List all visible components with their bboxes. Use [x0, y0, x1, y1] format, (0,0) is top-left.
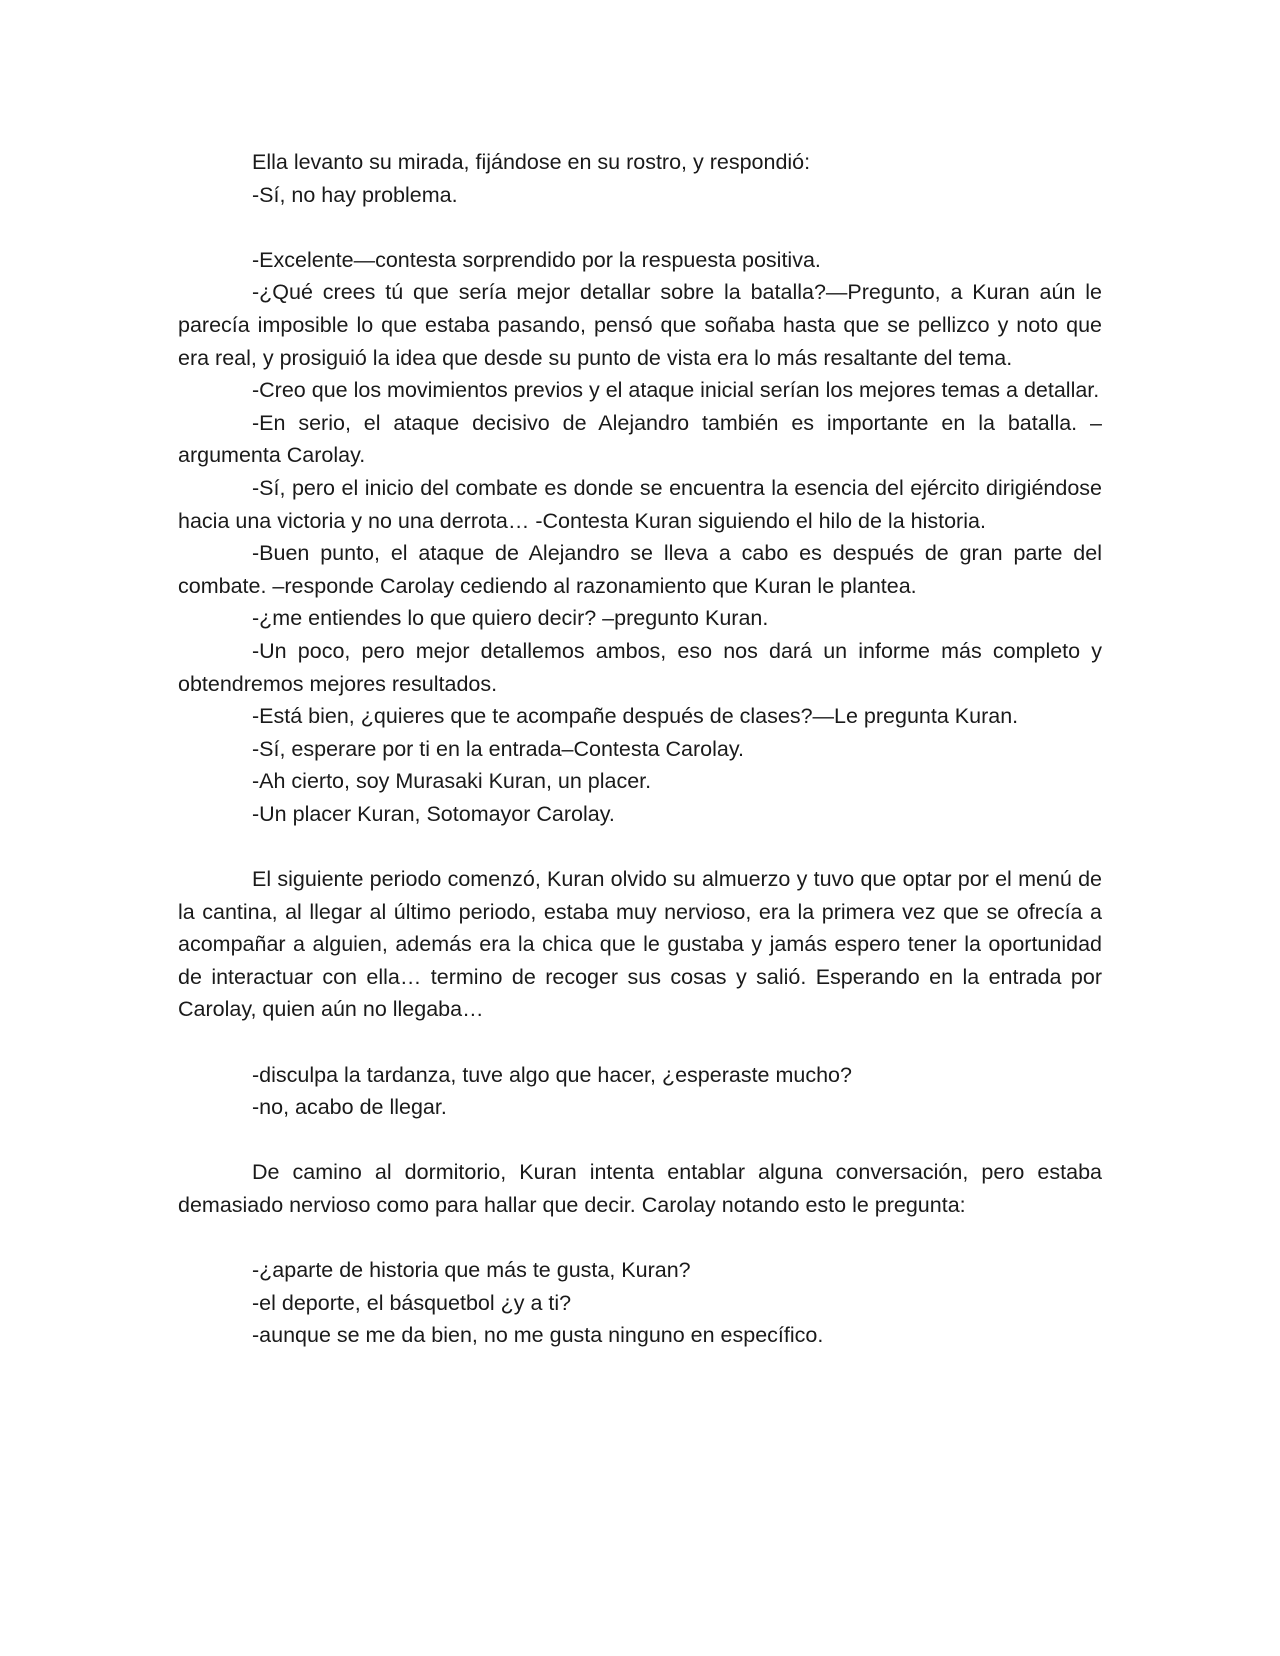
paragraph: -Sí, no hay problema.: [252, 182, 458, 207]
paragraph: -En serio, el ataque decisivo de Alejandro también es importante en la batalla. –argumenta Carolay.: [178, 410, 1102, 468]
paragraph: -¿aparte de historia que más te gusta, Kuran?: [252, 1258, 691, 1283]
blank-line: [178, 1222, 1102, 1255]
paragraph: De camino al dormitorio, Kuran intenta entablar alguna conversación, pero estaba demasiado nervioso como para hallar que decir. Carolay notando esto le pregunta:: [178, 1160, 1102, 1217]
paragraph: El siguiente periodo comenzó, Kuran olvido su almuerzo y tuvo que optar por el menú de la cantina, al llegar al último periodo, estaba muy nervioso, era la primera vez que se ofrecía a acompañar a alguien, además era la chica que le gustaba y jamás espero tener la oportunidad de interactuar con ella… termino de recoger sus cosas y salió. Esperando en la entrada por Carolay, quien aún no llegaba…: [178, 867, 1102, 1022]
paragraph: -Ah cierto, soy Murasaki Kuran, un placer.: [252, 769, 652, 794]
paragraph: -Un placer Kuran, Sotomayor Carolay.: [252, 801, 615, 826]
paragraph: -Sí, esperare por ti en la entrada–Contesta Carolay.: [252, 736, 744, 761]
paragraph: -Un poco, pero mejor detallemos ambos, eso nos dará un informe más completo y obtendremos mejores resultados.: [178, 638, 1102, 696]
paragraph: -¿Qué crees tú que sería mejor detallar sobre la batalla?—Pregunto, a Kuran aún le parecía imposible lo que estaba pasando, pensó que soñaba hasta que se pellizco y noto que era real, y prosiguió la idea que desde su punto de vista era lo más resaltante del tema.: [178, 280, 1102, 370]
paragraph: -Excelente—contesta sorprendido por la respuesta positiva.: [252, 247, 821, 272]
blank-line: [178, 211, 1102, 244]
paragraph: -no, acabo de llegar.: [252, 1095, 447, 1120]
paragraph: -Está bien, ¿quieres que te acompañe después de clases?—Le pregunta Kuran.: [252, 704, 1019, 729]
paragraph: -¿me entiendes lo que quiero decir? –pregunto Kuran.: [252, 606, 769, 631]
blank-line: [178, 830, 1102, 863]
paragraph: -Buen punto, el ataque de Alejandro se lleva a cabo es después de gran parte del combate. –responde Carolay cediendo al razonamiento que Kuran le plantea.: [178, 541, 1102, 598]
paragraph: -disculpa la tardanza, tuve algo que hacer, ¿esperaste mucho?: [252, 1062, 852, 1087]
paragraph: -aunque se me da bien, no me gusta ninguno en específico.: [252, 1323, 824, 1348]
blank-line: [178, 1124, 1102, 1157]
paragraph: -Sí, pero el inicio del combate es donde se encuentra la esencia del ejército dirigiéndose hacia una victoria y no una derrota… -Contesta Kuran siguiendo el hilo de la historia.: [178, 475, 1102, 533]
body-text: [178, 146, 1102, 1352]
blank-line: [178, 1026, 1102, 1059]
paragraph: -el deporte, el básquetbol ¿y a ti?: [252, 1290, 572, 1315]
paragraph: Ella levanto su mirada, fijándose en su rostro, y respondió:: [252, 150, 811, 174]
paragraph: -Creo que los movimientos previos y el ataque inicial serían los mejores temas a detallar.: [252, 378, 1100, 403]
